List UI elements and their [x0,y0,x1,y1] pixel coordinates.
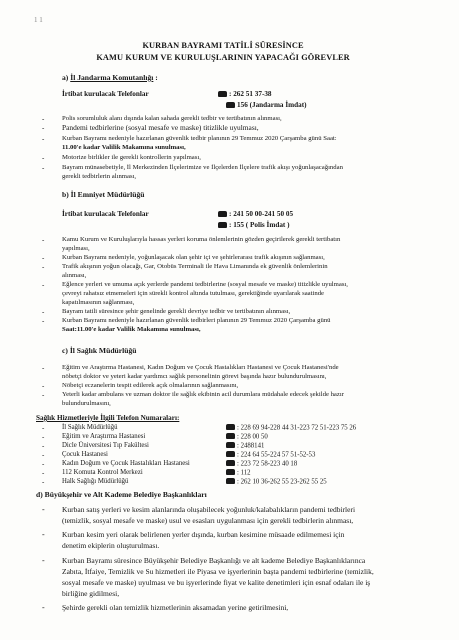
bullet-dash: - [42,164,45,172]
health-phone-number-text: : 223 72 58-223 40 18 [237,460,298,468]
health-phone-number-text: : 228 69 94-228 44 31-223 72 51-223 75 26 [237,424,357,432]
health-phone-name: İl Sağlık Müdürlüğü [62,424,118,431]
section-d-bullet: Şehirde gerekli olan temizlik hizmetlerinin aksamadan yerine getirilmesini, [62,603,289,612]
section-b-phone1 [218,210,293,218]
section-a-bullet: Bayram münasebetiyle, İl Merkezinden İlçelerimize ve İlçelerden İlçelere trafik akışı yoğunlaşacağından [62,164,343,171]
bullet-dash: - [42,442,45,450]
health-phone-number [226,460,297,468]
section-b-phone2-text: : 155 ( Polis İmdat ) [229,221,290,229]
section-a-phone2 [226,101,306,109]
section-a-contact-label: İrtibat kurulacak Telefonlar [62,90,149,98]
section-d-title: Büyükşehir ve Alt Kademe Belediye Başkanlıkları [44,490,207,499]
section-d-heading [36,490,207,499]
section-b-bullet: Eğlence yerleri ve umuma açık yerlerde pandemi tedbirlerine (sosyal mesafe ve maske) titizlikle uyulması, [62,281,348,288]
health-phone-number [226,451,315,459]
section-c-letter: c) [62,346,68,355]
health-phone-name: Kadın Doğum ve Çocuk Hastalıkları Hastanesi [62,460,190,467]
health-phone-number-text: : 224 64 55-224 57 51-52-53 [237,451,316,459]
section-d-bullet-cont: Zabıta, İtfaiye, Temizlik ve Su hizmetleri ile Piyasa ve işyerlerinin başta pandemi tedbirlerine (temizlik, [62,567,374,576]
section-d-bullet: Kurban kesim yeri olarak belirlenen yerler dışında, kurban kesimine müsaade edilmemesi için [62,530,345,539]
health-phone-number [226,469,251,477]
bullet-dash: - [42,469,45,477]
bullet-dash: - [42,308,45,316]
section-d-bullet-cont: birliğine gidilmesi, [62,589,120,598]
section-a-phone1 [218,90,272,98]
section-b-letter: b) [62,190,69,199]
section-b-bullet: Kamu Kurum ve Kuruluşlarıyla hassas yerleri koruma önlemlerinin gözden geçirilerek gerekli tertibatın [62,236,341,243]
section-c-bullet: Eğitim ve Araştırma Hastanesi, Kadın Doğum ve Çocuk Hastalıkları Hastanesi ve Çocuk Hastanesi'nde [62,364,339,371]
section-d-bullet: Kurban satış yerleri ve kesim alanlarında oluşabilecek yoğunluk/kalabalıkların pandemi tedbirleri [62,505,356,514]
health-phone-name: Dicle Üniversitesi Tıp Fakültesi [62,442,149,449]
section-a-bullet: Polis sorumluluk alanı dışında kalan sahada gerekli tedbir ve tertibatının alınması, [62,115,282,122]
bullet-dash: - [42,115,45,123]
section-c-bullet-cont: bulundurulmasını, [62,400,111,407]
section-c-bullet: Yeterli kadar ambulans ve uzman doktor ile sağlık ekibinin acil durumlara müdahale edecek şekilde hazır [62,391,344,398]
section-a-bullet: Motorize birlikler ile gerekli kontrollerin yapılması, [62,154,201,161]
bullet-dash: - [42,478,45,486]
phone-icon [226,433,235,439]
section-b-heading [62,190,145,199]
phone-icon [226,460,235,466]
bullet-dash: - [42,451,45,459]
health-phone-number-text: : 262 10 36-262 55 23-262 55 25 [237,478,327,486]
bullet-dash: - [42,556,45,565]
section-b-title: İl Emniyet Müdürlüğü [70,190,145,199]
bullet-dash: - [42,236,45,244]
section-c-title: İl Sağlık Müdürlüğü [69,346,137,355]
section-a-bullet-cont: 11.00'e kadar Valilik Makamına sunulması, [62,144,186,151]
section-c-bullet-cont: nöbetçi doktor ve yeteri kadar yardımcı sağlık personelinin görevi başında hazır bulundurulmasını, [62,373,327,380]
section-a-letter: a) [62,73,69,82]
health-phone-number-text: : 112 [237,469,251,477]
section-d-bullet-cont: sosyal mesafe ve maske) uyulması ve bu işyerlerinde fiyat ve kalite denetimleri için esnaf odaları ile iş [62,578,371,587]
health-phone-name: Halk Sağlığı Müdürlüğü [62,478,129,485]
section-c-bullet: Nöbetçi eczanelerin tespit edilerek açık olmalarının sağlanmasını, [62,382,239,389]
bullet-dash: - [42,382,45,390]
phone-icon [218,222,227,228]
section-a-phone2-text: 156 (Jandarma İmdat) [237,101,307,109]
section-b-bullet-cont: Saat:11.00'e kadar Valilik Makamına sunulması, [62,326,201,333]
phone-icon [226,424,235,430]
section-d-letter: d) [36,490,43,499]
section-b-bullet-cont: çevreyi rahatsız etmemeleri için sürekli kontrol altında tutulması, gerektiğinde uyarılarak saatinde [62,290,325,297]
section-b-bullet-cont: alınması, [62,272,87,279]
section-c-heading [62,346,137,355]
bullet-dash: - [42,135,45,143]
phone-icon [218,91,227,97]
phone-icon [218,211,227,217]
section-a-suffix: : [155,73,158,82]
phone-icon [226,442,235,448]
health-phone-number [226,433,268,441]
health-phone-name: Çocuk Hastanesi [62,451,108,458]
health-phone-name: 112 Komuta Kontrol Merkezi [62,469,143,476]
bullet-dash: - [42,391,45,399]
phone-icon [226,102,235,108]
bullet-dash: - [42,460,45,468]
bullet-dash: - [42,317,45,325]
document-title-line1: KURBAN BAYRAMI TATİLİ SÜRESİNCE [142,40,304,50]
bullet-dash: - [42,424,45,432]
health-phone-number-text: : 228 00 50 [237,433,268,441]
section-a-bullet: Kurban Bayramı nedeniyle hazırlanan güvenlik tedbir planının 29 Temmuz 2020 Çarşamba günü Saat: [62,135,337,142]
section-b-bullet: Bayram tatili süresince şehir genelinde gerekli devriye tedbir ve tertibatının alınması, [62,308,291,315]
section-b-bullet: Kurban Bayramı nedeniyle, yoğunlaşacak olan şehir içi ve şehirlerarası trafik akışının sağlanması, [62,254,325,261]
health-phone-name: Eğitim ve Araştırma Hastanesi [62,433,146,440]
section-a-bullet-cont: gerekli tedbirlerin alınması, [62,173,137,180]
phone-icon [226,478,235,484]
bullet-dash: - [42,263,45,271]
section-b-contact-label: İrtibat kurulacak Telefonlar [62,210,149,218]
section-b-bullet: Kurban Bayramı nedeniyle hazırlanan güvenlik tedbirleri planının 29 Temmuz 2020 Çarşamba günü [62,317,331,324]
bullet-dash: - [42,364,45,372]
health-phone-number [226,442,264,450]
section-b-phone2 [218,221,290,229]
bullet-dash: - [42,530,45,539]
bullet-dash: - [42,505,45,514]
phone-icon [226,451,235,457]
section-d-bullet: Kurban Bayramı süresince Büyükşehir Belediye Başkanlığı ve alt kademe Belediye Başkanlıklarınca [62,556,366,565]
health-phone-number [226,478,327,486]
section-a-phone1-text: : 262 51 37-38 [229,90,272,98]
section-b-phone1-text: : 241 50 00-241 50 05 [229,210,294,218]
bullet-dash: - [42,254,45,262]
bullet-dash: - [42,154,45,162]
bullet-dash: - [42,433,45,441]
section-b-bullet-cont: yapılması, [62,245,90,252]
bullet-dash: - [42,281,45,289]
section-d-bullet-cont: (temizlik, sosyal mesafe ve maske) usul ve esasları uygulanması için gerekli tedbirlerin alınması, [62,516,354,525]
section-a-bullet: Pandemi tedbirlerine (sosyal mesafe ve maske) titizlikle uyulması, [62,123,259,132]
health-phone-number [226,424,356,432]
section-a-heading [62,73,158,82]
section-d-bullet-cont: denetim ekiplerin oluşturulması. [62,541,160,550]
health-phone-table-title: Sağlık Hizmetleriyle İlgili Telefon Numaraları: [36,414,180,422]
corner-marks: 1 1 [34,16,43,24]
health-phone-number-text: : 2488141 [237,442,265,450]
phone-icon [226,469,235,475]
bullet-dash: - [42,124,45,132]
section-a-title: İl Jandarma Komutanlığı [70,73,154,82]
section-b-bullet-cont: kapatılmasının sağlanması, [62,299,135,306]
document-title-line2: KAMU KURUM VE KURULUŞLARININ YAPACAĞI GÖREVLER [96,52,350,62]
section-b-bullet: Trafik akışının yoğun olacağı, Gar, Otobüs Terminali ile Hava Limanında ek güvenlik önlemlerinin [62,263,328,270]
bullet-dash: - [42,603,45,612]
